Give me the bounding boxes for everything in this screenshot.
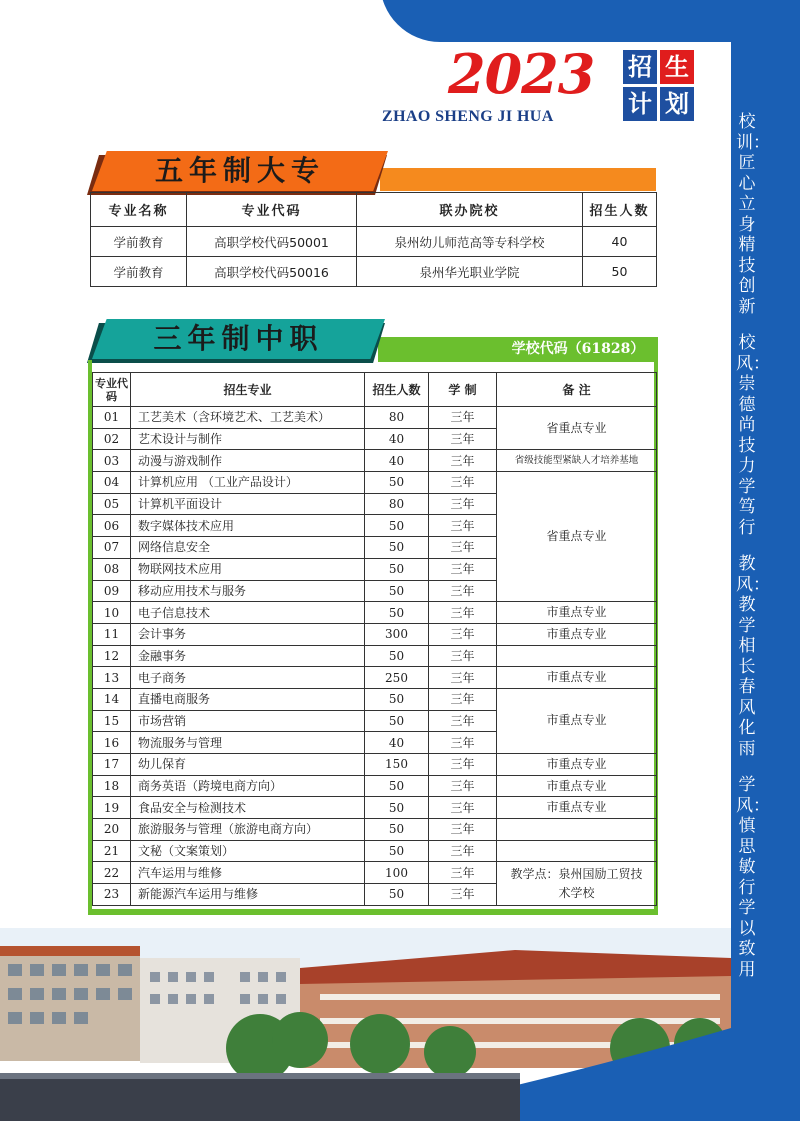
cell-major: 市场营销 (131, 710, 365, 732)
title-char-3: 计 (623, 87, 657, 121)
cell-years: 三年 (429, 623, 497, 645)
cell-code: 02 (93, 428, 131, 450)
cell-note: 省重点专业 (497, 472, 657, 602)
cell-count: 50 (365, 580, 429, 602)
cell-count: 50 (365, 688, 429, 710)
cell-years: 三年 (429, 428, 497, 450)
cell-major: 数字媒体技术应用 (131, 515, 365, 537)
cell-count: 40 (365, 732, 429, 754)
cell-years: 三年 (429, 602, 497, 624)
cell-major: 商务英语（跨境电商方向） (131, 775, 365, 797)
cell-years: 三年 (429, 407, 497, 429)
header-count: 招生人数 (583, 193, 657, 227)
table-row (93, 797, 657, 819)
title-char-1: 招 (623, 50, 657, 84)
cell-major: 学前教育 (91, 227, 187, 257)
cell-major: 汽车运用与维修 (131, 862, 365, 884)
slogan-study-style: 学风：慎思敏行 学以致用 (736, 775, 770, 980)
cell-major: 文秘（文案策划） (131, 840, 365, 862)
cell-count: 50 (365, 819, 429, 841)
cell-note: 省级技能型紧缺人才培养基地 (497, 450, 657, 472)
cell-count: 50 (365, 537, 429, 559)
cell-count: 40 (583, 227, 657, 257)
cell-count: 50 (365, 840, 429, 862)
cell-major: 幼儿保育 (131, 754, 365, 776)
cell-count: 300 (365, 623, 429, 645)
table-row (93, 775, 657, 797)
section1-title: 五年制大专 (154, 154, 325, 187)
table-row (93, 862, 657, 884)
header-count: 招生人数 (365, 373, 429, 407)
cell-years: 三年 (429, 688, 497, 710)
table-row (93, 754, 657, 776)
slogan-teaching-style: 教风：教学相长 春风化雨 (736, 554, 770, 759)
cell-count: 50 (365, 472, 429, 494)
cell-note-empty (497, 645, 657, 667)
cell-count: 100 (365, 862, 429, 884)
table-row (93, 472, 657, 494)
cell-code: 17 (93, 754, 131, 776)
cell-code: 08 (93, 558, 131, 580)
cell-major: 计算机平面设计 (131, 493, 365, 515)
cell-code: 19 (93, 797, 131, 819)
cell-years: 三年 (429, 515, 497, 537)
cell-code: 04 (93, 472, 131, 494)
cell-code: 21 (93, 840, 131, 862)
cell-major: 电子商务 (131, 667, 365, 689)
cell-note: 市重点专业 (497, 797, 657, 819)
header-notes: 备 注 (497, 373, 657, 407)
cell-code: 16 (93, 732, 131, 754)
cell-code: 高职学校代码50001 (187, 227, 357, 257)
cell-major: 学前教育 (91, 257, 187, 287)
cell-code: 03 (93, 450, 131, 472)
header-major: 招生专业 (131, 373, 365, 407)
cell-note-empty (497, 819, 657, 841)
cell-code: 11 (93, 623, 131, 645)
campus-photo (0, 928, 731, 1121)
cell-years: 三年 (429, 797, 497, 819)
cell-major: 金融事务 (131, 645, 365, 667)
cell-years: 三年 (429, 732, 497, 754)
title-char-4: 划 (660, 87, 694, 121)
cell-count: 250 (365, 667, 429, 689)
cell-code: 15 (93, 710, 131, 732)
cell-count: 50 (365, 775, 429, 797)
table-row (91, 257, 657, 287)
cell-major: 网络信息安全 (131, 537, 365, 559)
header-code: 专业代码 (187, 193, 357, 227)
cell-major: 计算机应用 （工业产品设计） (131, 472, 365, 494)
cell-major: 工艺美术（含环境艺术、工艺美术） (131, 407, 365, 429)
table-header-row (93, 373, 657, 407)
cell-major: 会计事务 (131, 623, 365, 645)
header-major: 专业名称 (91, 193, 187, 227)
cell-major: 旅游服务与管理（旅游电商方向） (131, 819, 365, 841)
header-code: 专业代码 (93, 373, 131, 407)
pinyin-title: ZHAO SHENG JI HUA (382, 108, 554, 125)
cell-count: 40 (365, 450, 429, 472)
cell-count: 50 (583, 257, 657, 287)
cell-years: 三年 (429, 710, 497, 732)
table-row (93, 645, 657, 667)
cell-count: 50 (365, 515, 429, 537)
cell-years: 三年 (429, 775, 497, 797)
cell-count: 150 (365, 754, 429, 776)
cell-major: 动漫与游戏制作 (131, 450, 365, 472)
cell-years: 三年 (429, 493, 497, 515)
table-row (93, 840, 657, 862)
cell-code: 07 (93, 537, 131, 559)
cell-years: 三年 (429, 645, 497, 667)
cell-major: 物联网技术应用 (131, 558, 365, 580)
year-title: 2023 (448, 42, 595, 106)
cell-major: 艺术设计与制作 (131, 428, 365, 450)
cell-major: 直播电商服务 (131, 688, 365, 710)
section1-banner-bar (380, 168, 656, 191)
cell-code: 09 (93, 580, 131, 602)
cell-code: 22 (93, 862, 131, 884)
table-row (93, 819, 657, 841)
cell-count: 50 (365, 602, 429, 624)
cell-note: 市重点专业 (497, 602, 657, 624)
cell-note-empty (497, 840, 657, 862)
title-char-2: 生 (660, 50, 694, 84)
cell-major: 移动应用技术与服务 (131, 580, 365, 602)
five-year-table (90, 192, 657, 287)
cell-years: 三年 (429, 580, 497, 602)
cell-years: 三年 (429, 819, 497, 841)
cell-note: 市重点专业 (497, 667, 657, 689)
cell-years: 三年 (429, 558, 497, 580)
table-header-row (91, 193, 657, 227)
cell-years: 三年 (429, 472, 497, 494)
cell-years: 三年 (429, 450, 497, 472)
table-row (93, 450, 657, 472)
cell-code: 05 (93, 493, 131, 515)
campus-illustration (0, 928, 731, 1121)
slogan-school-style: 校风：崇德尚技 力学笃行 (736, 333, 770, 538)
cell-count: 50 (365, 645, 429, 667)
cell-code: 23 (93, 884, 131, 906)
cell-code: 12 (93, 645, 131, 667)
slogan-motto: 校训：匠心立身 精技创新 (736, 112, 770, 317)
cell-code: 14 (93, 688, 131, 710)
cell-major: 食品安全与检测技术 (131, 797, 365, 819)
cell-count: 50 (365, 558, 429, 580)
cell-code: 10 (93, 602, 131, 624)
table-row (93, 602, 657, 624)
cell-code: 高职学校代码50016 (187, 257, 357, 287)
cell-major: 新能源汽车运用与维修 (131, 884, 365, 906)
table-row (93, 407, 657, 429)
cell-major: 物流服务与管理 (131, 732, 365, 754)
cell-note: 市重点专业 (497, 775, 657, 797)
side-slogans (736, 112, 770, 980)
cell-major: 电子信息技术 (131, 602, 365, 624)
cell-note: 市重点专业 (497, 623, 657, 645)
cell-years: 三年 (429, 667, 497, 689)
cell-count: 80 (365, 493, 429, 515)
cell-count: 50 (365, 797, 429, 819)
cell-count: 80 (365, 407, 429, 429)
cell-note: 市重点专业 (497, 754, 657, 776)
cell-years: 三年 (429, 862, 497, 884)
cell-years: 三年 (429, 884, 497, 906)
cell-years: 三年 (429, 537, 497, 559)
school-code-label: 学校代码（61828） (511, 341, 645, 357)
table-row (93, 623, 657, 645)
cell-years: 三年 (429, 840, 497, 862)
cell-partner: 泉州幼儿师范高等专科学校 (357, 227, 583, 257)
table-row (91, 227, 657, 257)
cell-count: 40 (365, 428, 429, 450)
cell-code: 18 (93, 775, 131, 797)
cell-count: 50 (365, 710, 429, 732)
cell-code: 13 (93, 667, 131, 689)
cell-code: 06 (93, 515, 131, 537)
cell-note: 教学点：泉州国励工贸技术学校 (497, 862, 657, 905)
header-partner: 联办院校 (357, 193, 583, 227)
three-year-table (92, 372, 657, 906)
cell-note: 市重点专业 (497, 688, 657, 753)
cell-note: 省重点专业 (497, 407, 657, 450)
cell-code: 20 (93, 819, 131, 841)
cell-partner: 泉州华光职业学院 (357, 257, 583, 287)
cell-count: 50 (365, 884, 429, 906)
section2-title: 三年制中职 (153, 322, 324, 355)
header-years: 学 制 (429, 373, 497, 407)
table-row (93, 667, 657, 689)
cell-code: 01 (93, 407, 131, 429)
table-row (93, 688, 657, 710)
cell-years: 三年 (429, 754, 497, 776)
